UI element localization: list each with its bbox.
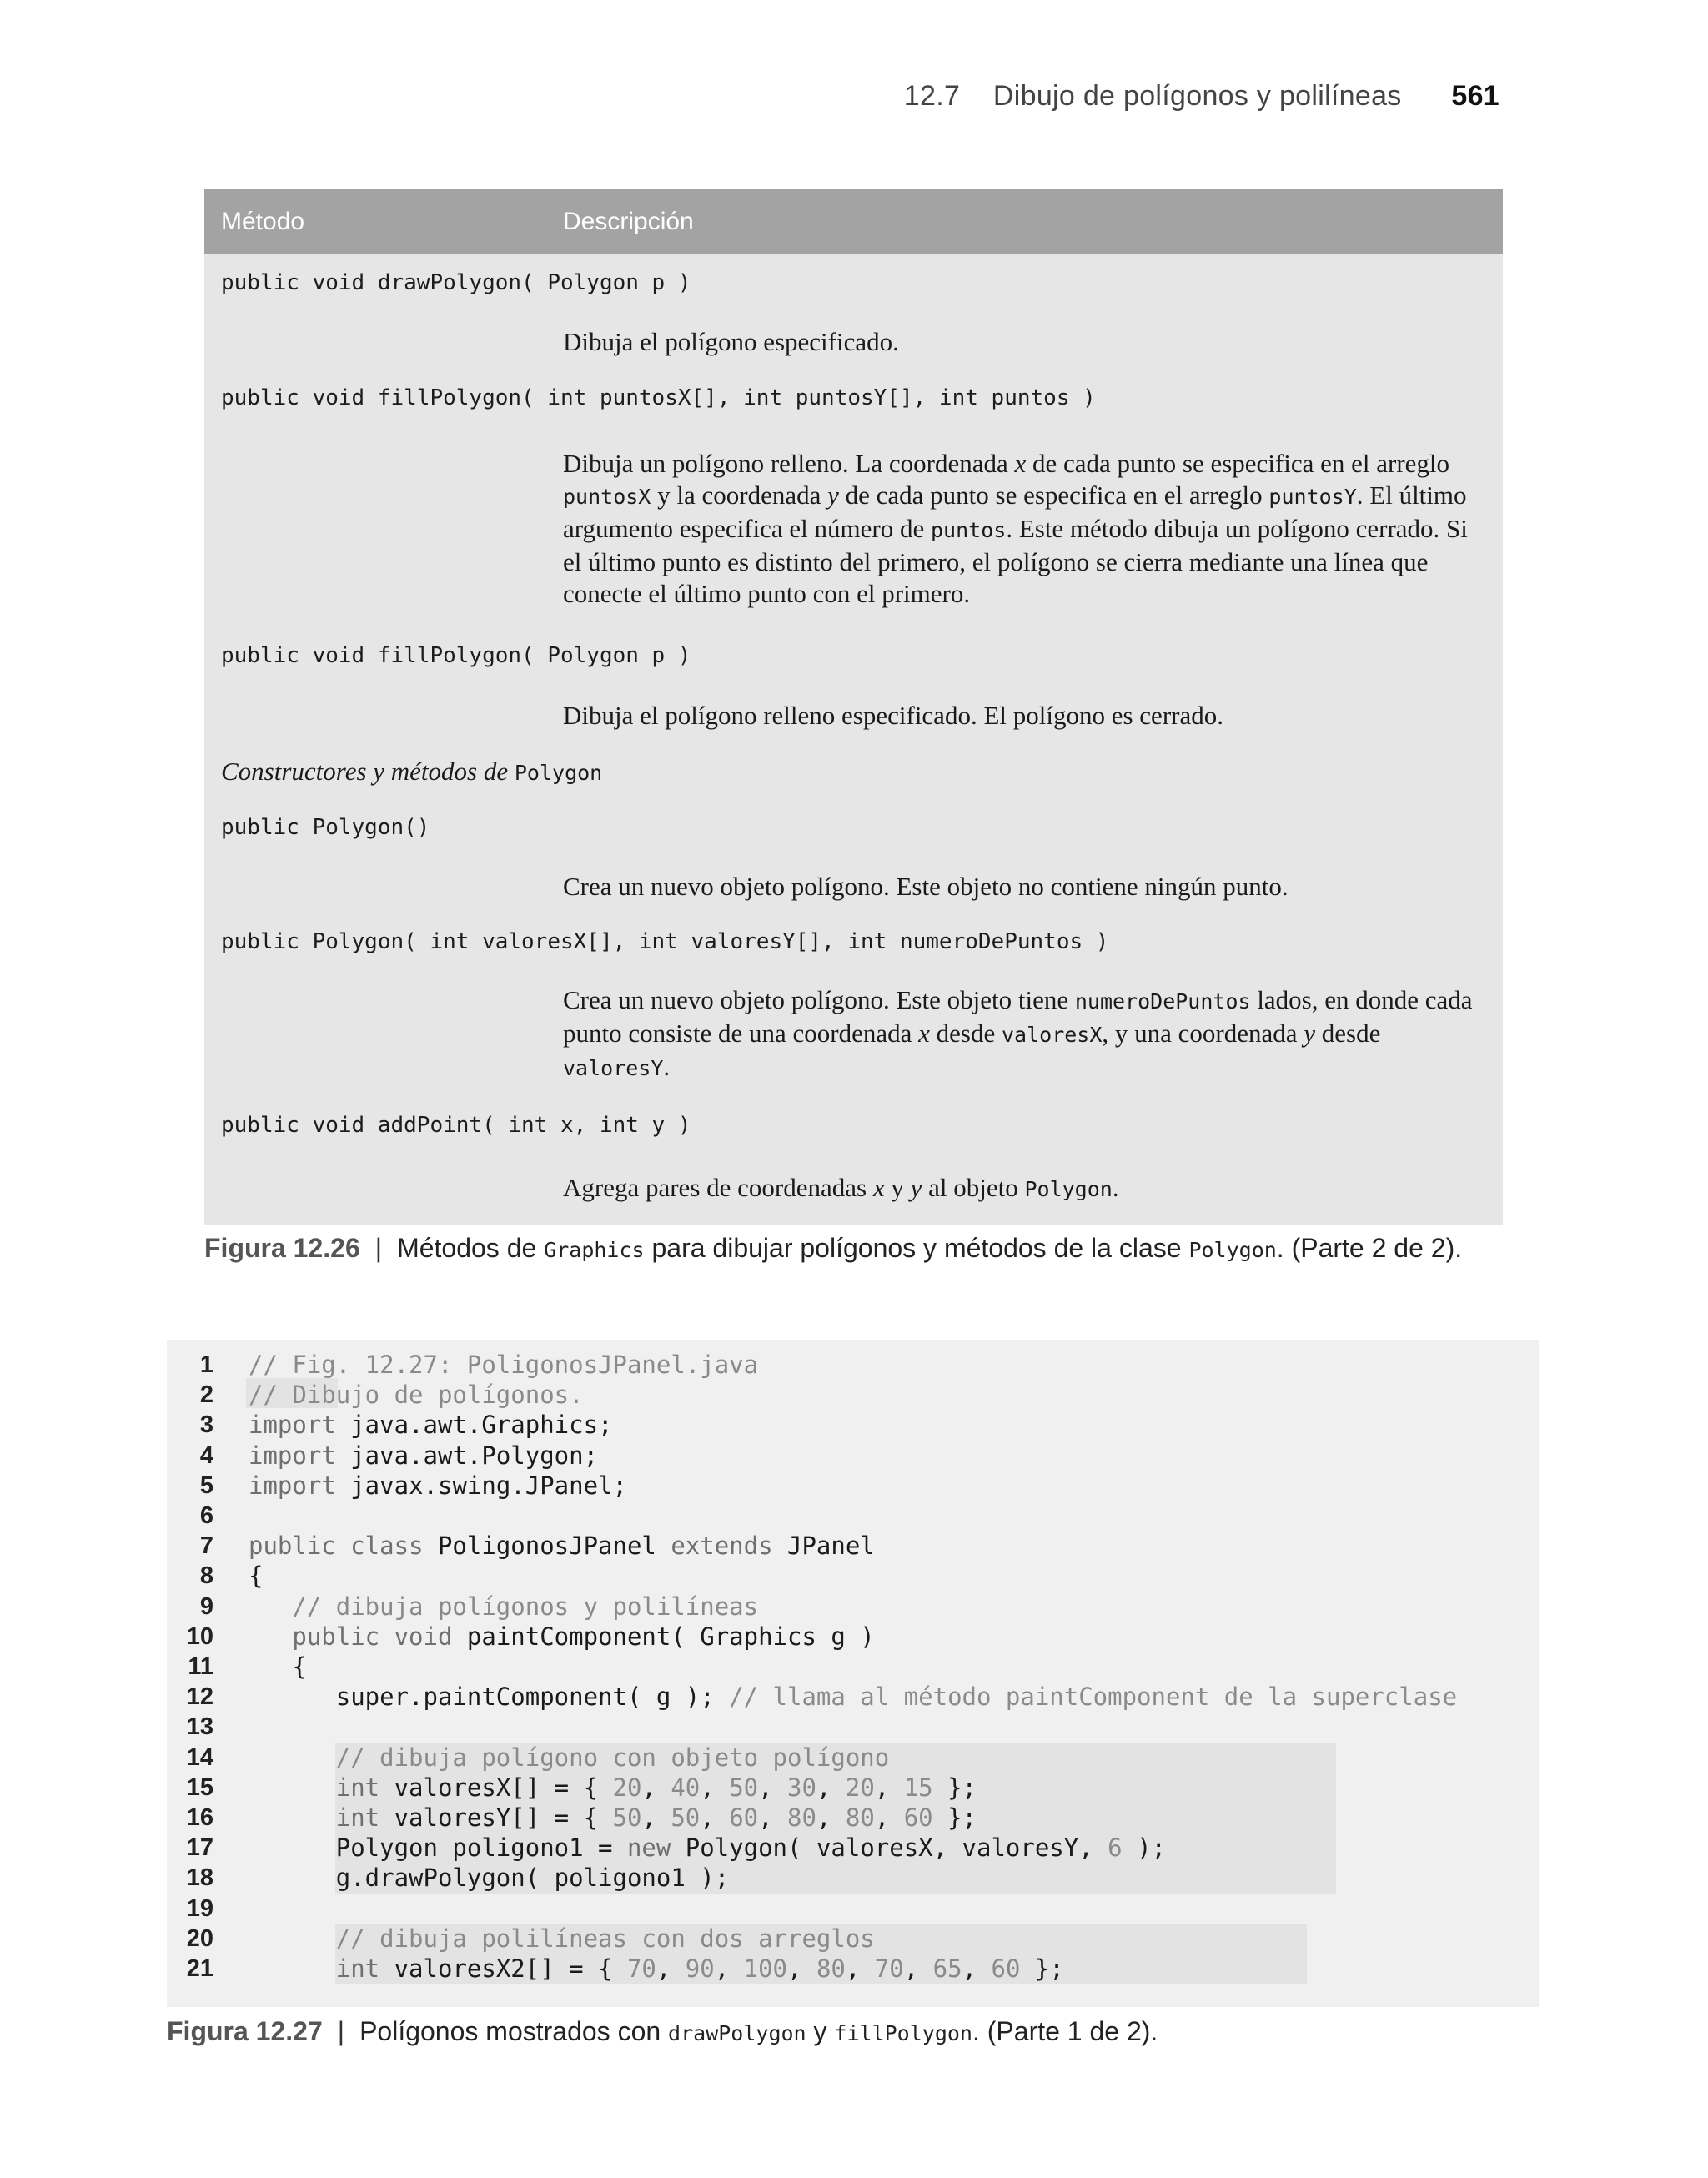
method-signature: public Polygon(): [221, 815, 430, 840]
method-signature: public void fillPolygon( int puntosX[], int puntosY[], int puntos ): [221, 385, 1096, 410]
line-number: 19: [186, 1894, 214, 1922]
code-text: int valoresX2[] = { 70, 90, 100, 80, 70, 65, 60 };: [249, 1954, 1064, 1983]
method-signature: public void drawPolygon( Polygon p ): [221, 270, 691, 295]
line-number: 20: [186, 1924, 214, 1952]
code-text: public class PoligonosJPanel extends JPanel: [249, 1532, 875, 1561]
method-description: Crea un nuevo objeto polígono. Este objeto no contiene ningún punto.: [563, 872, 1289, 901]
code-text: Polygon poligono1 = new Polygon( valoresX, valoresY, 6 );: [249, 1833, 1166, 1863]
figure-caption: Figura 12.27 | Polígonos mostrados con drawPolygon y fillPolygon. (Parte 1 de 2).: [167, 2016, 1158, 2046]
code-text: // Fig. 12.27: PoligonosJPanel.java: [249, 1351, 759, 1379]
line-number: 4: [199, 1441, 214, 1469]
code-text: int valoresY[] = { 50, 50, 60, 80, 80, 60 };: [249, 1803, 977, 1832]
code-text: import java.awt.Graphics;: [249, 1411, 613, 1440]
method-signature: public void fillPolygon( Polygon p ): [221, 643, 691, 668]
line-number: 14: [186, 1743, 214, 1771]
method-signature: public void addPoint( int x, int y ): [221, 1113, 691, 1138]
line-number: 5: [199, 1471, 214, 1499]
method-description: Crea un nuevo objeto polígono. Este objeto tiene numeroDePuntos lados, en donde cada punto consiste de una coordenada x desde valoresX, y una coordenada y desde valoresY.: [563, 985, 1473, 1081]
code-text: {: [249, 1652, 307, 1681]
code-text: // Dibujo de polígonos.: [249, 1381, 584, 1410]
table-subheading: Constructores y métodos de Polygon: [221, 757, 603, 786]
column-header-method: Método: [221, 208, 305, 235]
code-text: public void paintComponent( Graphics g ): [249, 1622, 875, 1651]
code-text: int valoresX[] = { 20, 40, 50, 30, 20, 15 };: [249, 1773, 977, 1802]
methods-table: [204, 189, 1503, 1225]
line-number: 3: [199, 1411, 214, 1439]
caption-separator: |: [374, 1233, 383, 1263]
line-number: 6: [199, 1502, 214, 1529]
code-text: {: [249, 1562, 264, 1591]
line-number: 16: [186, 1804, 214, 1831]
line-number: 9: [199, 1592, 214, 1620]
table-header: [204, 189, 1503, 254]
code-text: // dibuja polígonos y polilíneas: [249, 1592, 759, 1621]
method-signature: public Polygon( int valoresX[], int valoresY[], int numeroDePuntos ): [221, 929, 1109, 954]
line-number: 18: [186, 1864, 214, 1892]
method-description: Dibuja el polígono especificado.: [563, 327, 899, 356]
figure-label: Figura 12.27: [167, 2016, 323, 2046]
line-number: 8: [199, 1562, 214, 1590]
figure-label: Figura 12.26: [204, 1233, 360, 1263]
code-text: // dibuja polilíneas con dos arreglos: [249, 1924, 875, 1953]
line-number: 2: [199, 1381, 214, 1409]
column-header-description: Descripción: [563, 208, 694, 235]
code-text: g.drawPolygon( poligono1 );: [249, 1864, 730, 1893]
line-number: 13: [186, 1713, 214, 1741]
line-number: 10: [186, 1622, 214, 1650]
line-number: 21: [186, 1955, 214, 1982]
line-number: 15: [186, 1773, 214, 1801]
code-listing: [167, 1340, 1539, 2007]
line-number: 11: [188, 1653, 214, 1680]
code-text: import java.awt.Polygon;: [249, 1441, 599, 1470]
code-text: import javax.swing.JPanel;: [249, 1471, 627, 1500]
code-text: super.paintComponent( g ); // llama al método paintComponent de la superclase: [249, 1683, 1458, 1712]
section-number: 12.7: [903, 80, 961, 112]
code-text: // dibuja polígono con objeto polígono: [249, 1743, 890, 1772]
figure-caption: Figura 12.26 | Métodos de Graphics para dibujar polígonos y métodos de la clase Polygon. (Parte 2 de 2).: [204, 1233, 1463, 1263]
section-title: Dibujo de polígonos y polilíneas: [992, 80, 1402, 112]
caption-separator: |: [337, 2016, 345, 2046]
method-description: Dibuja un polígono relleno. La coordenada x de cada punto se especifica en el arreglo puntosX y la coordenada y de cada punto se especifica en el arreglo puntosY. El último argumento especifica el número de puntos. Este método dibuja un polígono cerrado. Si el último punto es distinto del primero, el polígono se cierra mediante una línea que conecte el último punto con el primero.: [563, 449, 1468, 608]
line-number: 12: [186, 1683, 214, 1711]
method-description: Dibuja el polígono relleno especificado. El polígono es cerrado.: [563, 701, 1223, 730]
line-number: 7: [199, 1532, 214, 1560]
line-number: 17: [186, 1834, 214, 1862]
line-number: 1: [199, 1351, 214, 1378]
page-number: 561: [1451, 80, 1500, 112]
running-head: [904, 80, 1500, 113]
method-description: Agrega pares de coordenadas x y y al objeto Polygon.: [563, 1173, 1119, 1202]
